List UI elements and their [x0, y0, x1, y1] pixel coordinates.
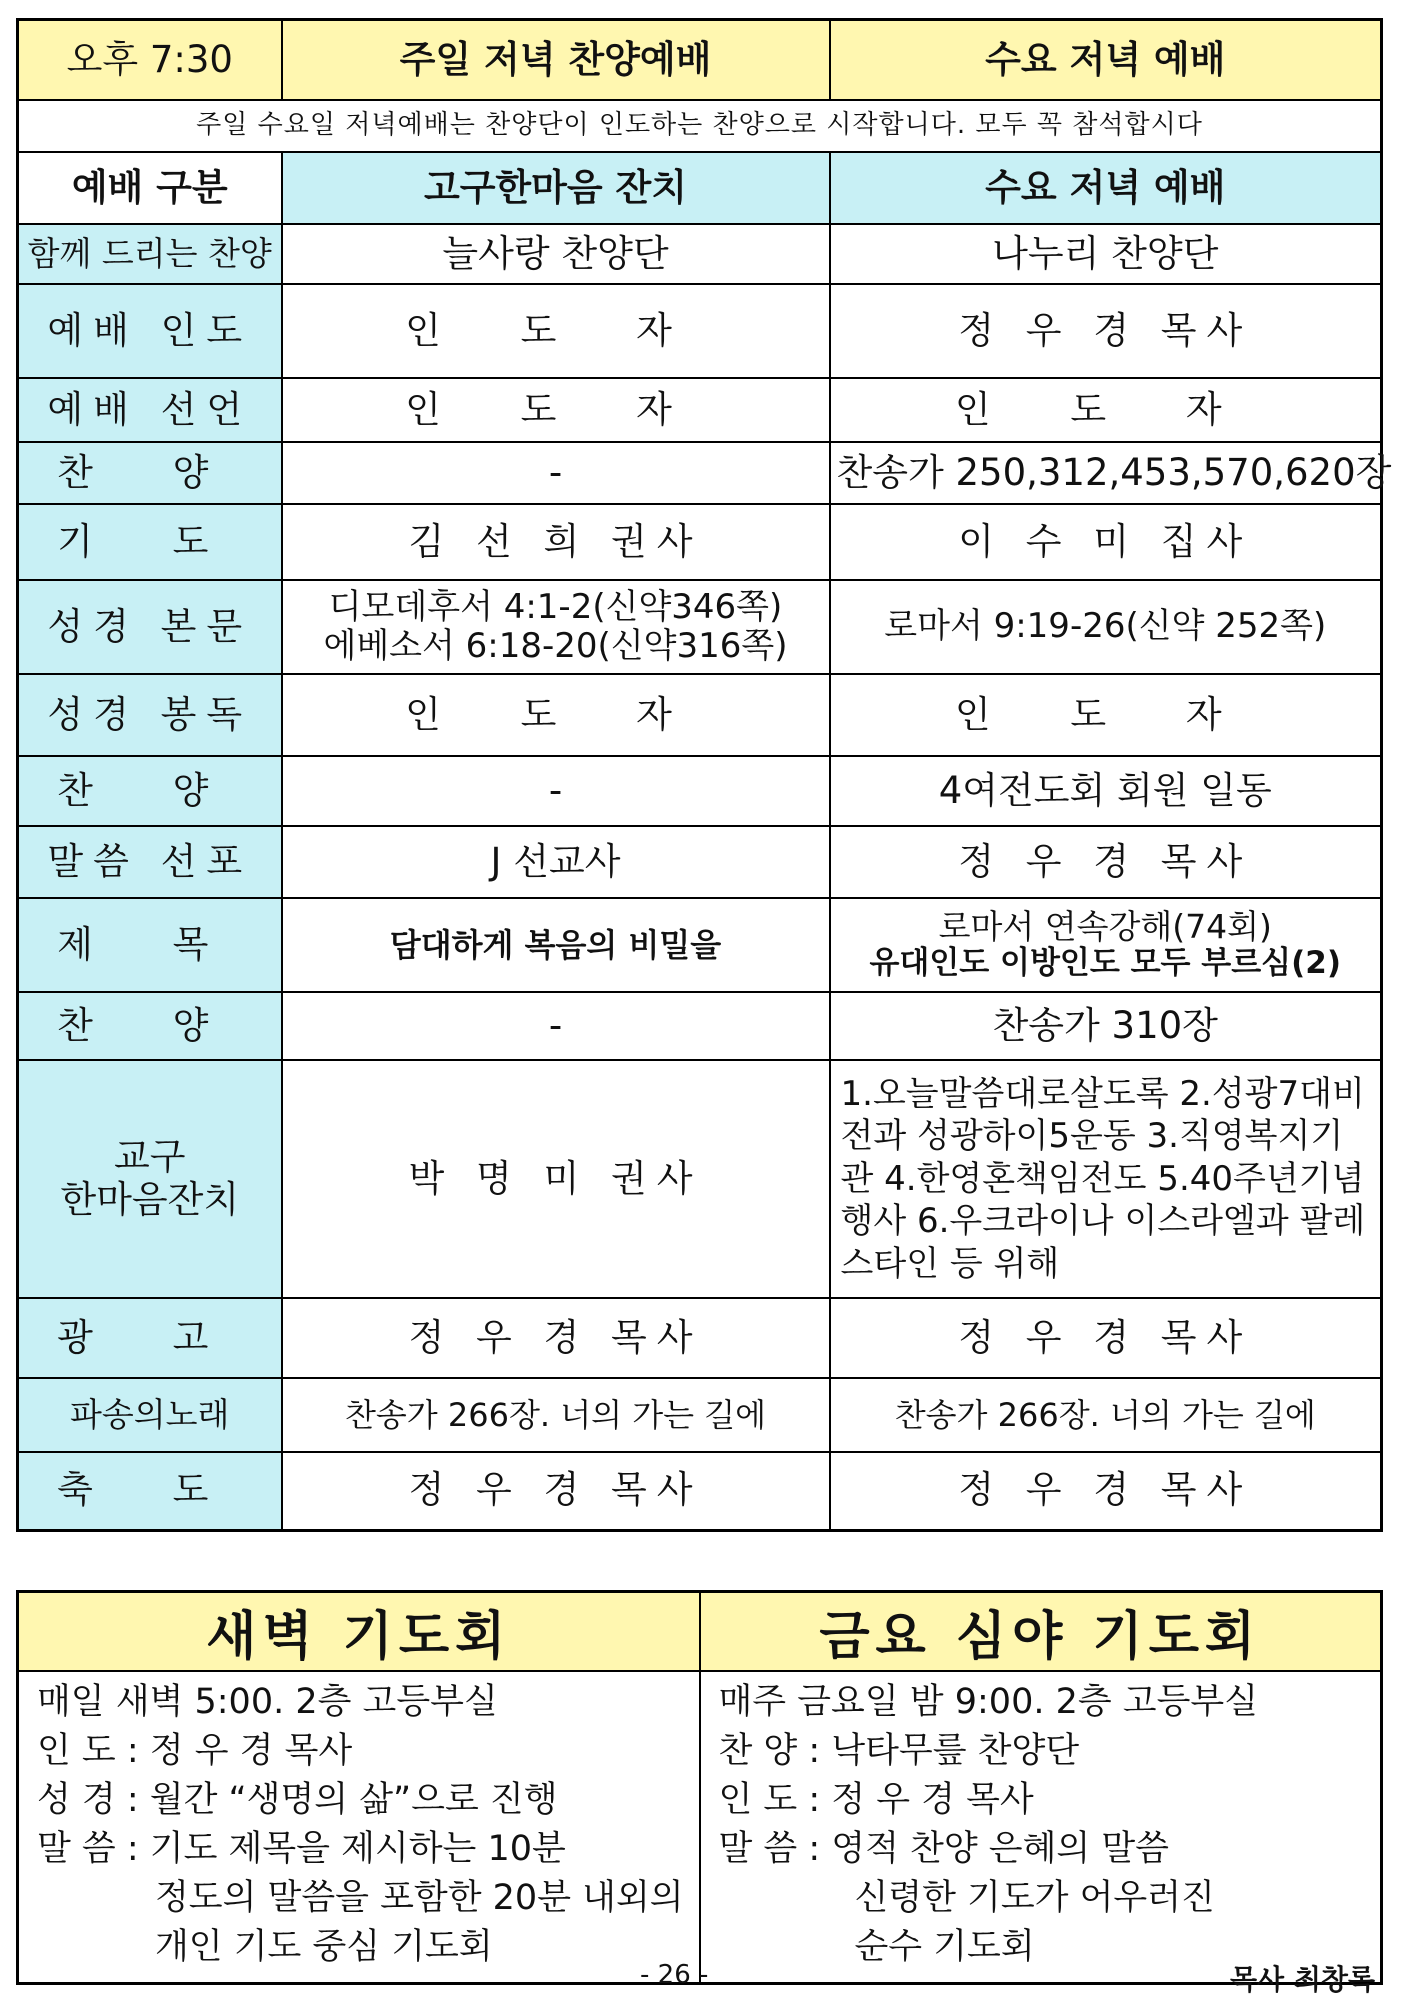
- sunday-cell: [282, 580, 830, 674]
- table-row: [18, 1060, 1382, 1298]
- wednesday-cell: 나누리 찬양단: [830, 224, 1382, 284]
- worship-time: 오후 7:30: [18, 20, 282, 101]
- page-number: - 26 -: [640, 1960, 709, 1990]
- prayer-meeting-table: [16, 1590, 1383, 1985]
- scripture-line: 에베소서 6:18-20(신약316쪽): [323, 626, 788, 666]
- wednesday-cell: 정 우 경 목사: [830, 1452, 1382, 1530]
- row-label: [18, 1060, 282, 1298]
- friday-prayer-line: 순수 기도회: [854, 1927, 1035, 1967]
- sunday-cell: 인 도 자: [282, 284, 830, 378]
- sunday-cell: 김 선 희 권사: [282, 504, 830, 580]
- row-label-line: 교구: [114, 1135, 186, 1179]
- sunday-cell: 박 명 미 권사: [282, 1060, 830, 1298]
- worship-note: 주일 수요일 저녁예배는 찬양단이 인도하는 찬양으로 시작합니다. 모두 꼭 참석합시다: [18, 100, 1382, 152]
- row-label: 성경 본문: [18, 580, 282, 674]
- sunday-cell: 늘사랑 찬양단: [282, 224, 830, 284]
- evening-worship-table: [16, 18, 1392, 1532]
- dawn-prayer-line: 정도의 말씀을 포함한 20분 내외의: [155, 1878, 684, 1918]
- friday-prayer-line: 인 도 : 정 우 경 목사: [718, 1780, 1034, 1820]
- row-label: 축 도: [18, 1452, 282, 1530]
- friday-prayer-line: 매주 금요일 밤 9:00. 2층 고등부실: [718, 1682, 1259, 1722]
- dawn-prayer-line: 개인 기도 중심 기도회: [155, 1927, 493, 1967]
- column-header-label: 예배 구분: [18, 152, 282, 224]
- column-header-sunday: 고구한마음 잔치: [282, 152, 830, 224]
- friday-prayer-line: 신령한 기도가 어우러진: [854, 1878, 1215, 1918]
- table-row: [18, 284, 1382, 378]
- sunday-cell: -: [282, 442, 830, 504]
- sunday-cell: -: [282, 992, 830, 1060]
- dawn-prayer-title: 새벽 기도회: [18, 1592, 700, 1672]
- table-row: [18, 674, 1382, 756]
- sunday-evening-title: 주일 저녁 찬양예배: [282, 20, 830, 101]
- wednesday-evening-title: 수요 저녁 예배: [830, 20, 1382, 101]
- table-row: [18, 826, 1382, 898]
- column-header-row: [18, 152, 1382, 224]
- sunday-cell: 정 우 경 목사: [282, 1452, 830, 1530]
- table-row: [18, 1298, 1382, 1378]
- row-label: 예배 인도: [18, 284, 282, 378]
- wednesday-cell: 4여전도회 회원 일동: [830, 756, 1382, 826]
- row-label: 말씀 선포: [18, 826, 282, 898]
- table-row: [18, 898, 1382, 992]
- wednesday-cell: 찬송가 250,312,453,570,620장: [830, 442, 1382, 504]
- wednesday-cell: 인 도 자: [830, 378, 1382, 442]
- table-row: [18, 756, 1382, 826]
- table-row: [18, 580, 1382, 674]
- row-label: 찬 양: [18, 756, 282, 826]
- row-label: 성경 봉독: [18, 674, 282, 756]
- row-label: 파송의노래: [18, 1378, 282, 1452]
- table-row: [18, 224, 1382, 284]
- table-row: [18, 1378, 1382, 1452]
- row-label: 함께 드리는 찬양: [18, 224, 282, 284]
- wednesday-cell: 인 도 자: [830, 674, 1382, 756]
- dawn-prayer-line: 성 경 : 월간 “생명의 삶”으로 진행: [37, 1780, 558, 1820]
- sunday-cell: 찬송가 266장. 너의 가는 길에: [282, 1378, 830, 1452]
- wednesday-cell: 이 수 미 집사: [830, 504, 1382, 580]
- row-label: 예배 선언: [18, 378, 282, 442]
- sermon-title: 담대하게 복음의 비밀을: [282, 898, 830, 992]
- table-row: [18, 1452, 1382, 1530]
- sunday-cell: J 선교사: [282, 826, 830, 898]
- column-header-wednesday: 수요 저녁 예배: [830, 152, 1382, 224]
- row-label: 광 고: [18, 1298, 282, 1378]
- table-row: [18, 378, 1382, 442]
- sermon-series: 로마서 연속강해(74회): [938, 907, 1272, 947]
- row-label-line: 한마음잔치: [60, 1178, 240, 1221]
- scripture-line: 디모데후서 4:1-2(신약346쪽): [328, 586, 783, 627]
- wednesday-cell: 찬송가 310장: [830, 992, 1382, 1060]
- wednesday-cell: [830, 898, 1382, 992]
- prayer-topics: 1.오늘말씀대로살도록 2.성광7대비전과 성광하이5운동 3.직영복지기관 4.한영혼책임전도 5.40주년기념행사 6.우크라이나 이스라엘과 팔레스타인 등 위해: [830, 1060, 1382, 1298]
- sunday-cell: 인 도 자: [282, 378, 830, 442]
- row-label: 기 도: [18, 504, 282, 580]
- wednesday-cell: 정 우 경 목사: [830, 826, 1382, 898]
- wednesday-cell: 찬송가 266장. 너의 가는 길에: [830, 1378, 1382, 1452]
- note-row: [18, 100, 1382, 152]
- dawn-prayer-line: 매일 새벽 5:00. 2층 고등부실: [37, 1682, 498, 1722]
- title-row: [18, 20, 1382, 101]
- row-label: 제 목: [18, 898, 282, 992]
- sunday-cell: 정 우 경 목사: [282, 1298, 830, 1378]
- friday-prayer-title: 금요 심야 기도회: [700, 1592, 1382, 1672]
- wednesday-cell: 로마서 9:19-26(신약 252쪽): [830, 580, 1382, 674]
- author-name: 목사 최창록: [1230, 1963, 1375, 1996]
- wednesday-cell: 정 우 경 목사: [830, 284, 1382, 378]
- dawn-prayer-line: 인 도 : 정 우 경 목사: [37, 1731, 353, 1771]
- sunday-cell: 인 도 자: [282, 674, 830, 756]
- dawn-prayer-details: [18, 1671, 700, 1984]
- row-label: 찬 양: [18, 442, 282, 504]
- sermon-title: 유대인도 이방인도 모두 부르심(2): [869, 945, 1342, 982]
- row-label: 찬 양: [18, 992, 282, 1060]
- friday-prayer-details: [700, 1671, 1382, 1984]
- sunday-cell: -: [282, 756, 830, 826]
- table-row: [18, 992, 1382, 1060]
- table-row: [18, 442, 1382, 504]
- friday-prayer-line: 말 씀 : 영적 찬양 은혜의 말씀: [718, 1829, 1169, 1869]
- table-row: [18, 504, 1382, 580]
- friday-prayer-line: 찬 양 : 낙타무릎 찬양단: [718, 1731, 1080, 1771]
- dawn-prayer-line: 말 씀 : 기도 제목을 제시하는 10분: [37, 1829, 566, 1869]
- wednesday-cell: 정 우 경 목사: [830, 1298, 1382, 1378]
